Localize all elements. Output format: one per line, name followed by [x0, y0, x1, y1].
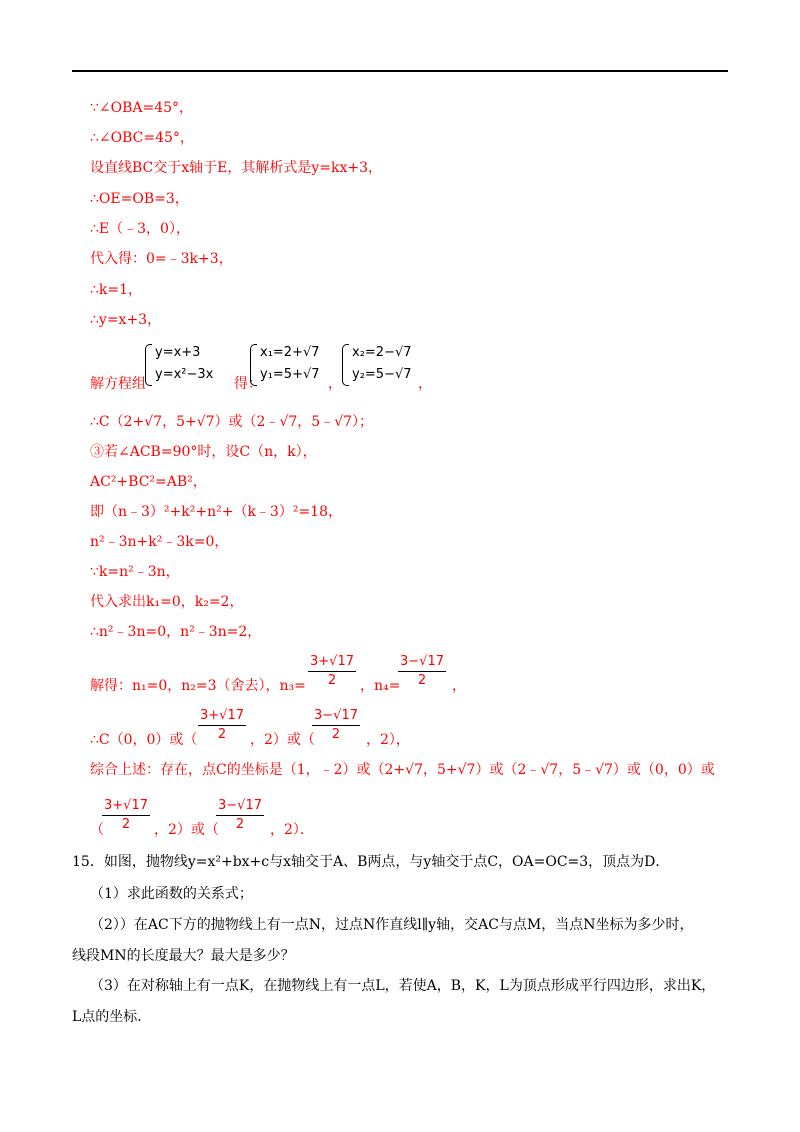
problem-part-3: （3）在对称轴上有一点K，在抛物线上有一点L，若使A，B，K，L为顶点形成平行四边形，求出K， — [90, 978, 716, 994]
fraction-bar — [398, 671, 446, 672]
solution-line: ∴k=1， — [90, 282, 143, 298]
problem-title: 15．如图，抛物线y=x²+bx+c与x轴交于A、B两点，与y轴交于点C，OA=OC=3，顶点为D． — [72, 854, 670, 870]
fraction-bar — [312, 725, 360, 726]
fraction-s1 — [102, 798, 150, 833]
solution-line: 设直线BC交于x轴于E，其解析式是y=kx+3， — [90, 160, 383, 176]
solution-1-x: x₁=2+√7 — [260, 345, 320, 360]
solution-line: 解得：n₁=0，n₂=3（舍去），n₃= — [90, 678, 306, 694]
solution-line: ∴OE=OB=3， — [90, 191, 189, 207]
separator: ， — [328, 376, 342, 392]
fraction-n4 — [398, 654, 446, 689]
equation-system — [145, 342, 213, 386]
fraction-denominator: 2 — [235, 817, 245, 832]
solution-line: 代入求出k₁=0，k₂=2， — [90, 594, 244, 610]
fraction-denominator: 2 — [331, 727, 341, 742]
solution-line: ，2）， — [366, 732, 410, 748]
equation-2: y=x²−3x — [155, 367, 214, 382]
solution-line: ∵k=n²﹣3n， — [90, 564, 180, 580]
solution-line: ，2）或（ — [250, 732, 315, 748]
solution-line: （ — [90, 822, 104, 838]
fraction-c2 — [312, 708, 360, 743]
solve-system-label: 解方程组 — [90, 376, 146, 392]
fraction-numerator: 3+√17 — [200, 708, 244, 723]
fraction-denominator: 2 — [217, 727, 227, 742]
fraction-denominator: 2 — [327, 673, 337, 688]
solution-line: n²﹣3n+k²﹣3k=0， — [90, 534, 229, 550]
fraction-bar — [216, 815, 264, 816]
problem-part-3-cont: L点的坐标． — [72, 1009, 152, 1025]
left-brace — [250, 344, 257, 386]
fraction-numerator: 3+√17 — [104, 798, 148, 813]
solution-line: ，2）或（ — [154, 822, 219, 838]
solution-line: ，2）． — [270, 822, 314, 838]
fraction-c1 — [198, 708, 246, 743]
left-brace — [342, 344, 349, 386]
fraction-s2 — [216, 798, 264, 833]
fraction-numerator: 3−√17 — [400, 654, 444, 669]
solution-1-y: y₁=5+√7 — [260, 367, 320, 382]
fraction-bar — [198, 725, 246, 726]
fraction-numerator: 3−√17 — [314, 708, 358, 723]
solution-line: 即（n﹣3）²+k²+n²+（k﹣3）²=18， — [90, 504, 342, 520]
solution-line: ∴E（﹣3，0）， — [90, 221, 190, 237]
solution-system-2 — [342, 342, 412, 386]
solution-system-1 — [250, 342, 320, 386]
solution-line: AC²+BC²=AB²， — [90, 474, 207, 490]
solution-line: 代入得：0=﹣3k+3， — [90, 251, 233, 267]
solution-summary: 综合上述：存在，点C的坐标是（1，﹣2）或（2+√7，5+√7）或（2﹣√7，5﹣√7）或（0，0）或 — [90, 762, 715, 778]
fraction-numerator: 3+√17 — [310, 654, 354, 669]
solution-line: ∴C（0，0）或（ — [90, 732, 198, 748]
solution-2-x: x₂=2−√7 — [352, 345, 412, 360]
separator: ， — [418, 376, 432, 392]
problem-part-2: （2））在AC下方的抛物线上有一点N，过点N作直线l∥y轴，交AC与点M，当点N坐标为多少时， — [90, 917, 694, 933]
fraction-denominator: 2 — [417, 673, 427, 688]
fraction-bar — [308, 671, 356, 672]
fraction-denominator: 2 — [121, 817, 131, 832]
equation-1: y=x+3 — [155, 345, 201, 360]
solution-line: ∴C（2+√7，5+√7）或（2﹣√7，5﹣√7）； — [90, 414, 374, 430]
left-brace — [145, 344, 152, 386]
solution-line: ∴n²﹣3n=0，n²﹣3n=2， — [90, 624, 262, 640]
header-rule — [72, 70, 728, 72]
problem-part-1: （1）求此函数的关系式； — [90, 886, 253, 902]
problem-part-2-cont: 线段MN的长度最大？最大是多少？ — [72, 948, 295, 964]
solution-line: ∴y=x+3， — [90, 312, 162, 328]
solution-line: ③若∠ACB=90°时，设C（n，k）， — [90, 444, 317, 460]
solution-line: ∵∠OBA=45°， — [90, 100, 194, 116]
fraction-n3 — [308, 654, 356, 689]
fraction-bar — [102, 815, 150, 816]
solution-line: ，n₄= — [360, 678, 401, 694]
solution-line: ， — [452, 678, 466, 694]
solve-system-colon: 得： — [234, 376, 262, 392]
fraction-numerator: 3−√17 — [218, 798, 262, 813]
solution-2-y: y₂=5−√7 — [352, 367, 412, 382]
solution-line: ∴∠OBC=45°， — [90, 130, 194, 146]
